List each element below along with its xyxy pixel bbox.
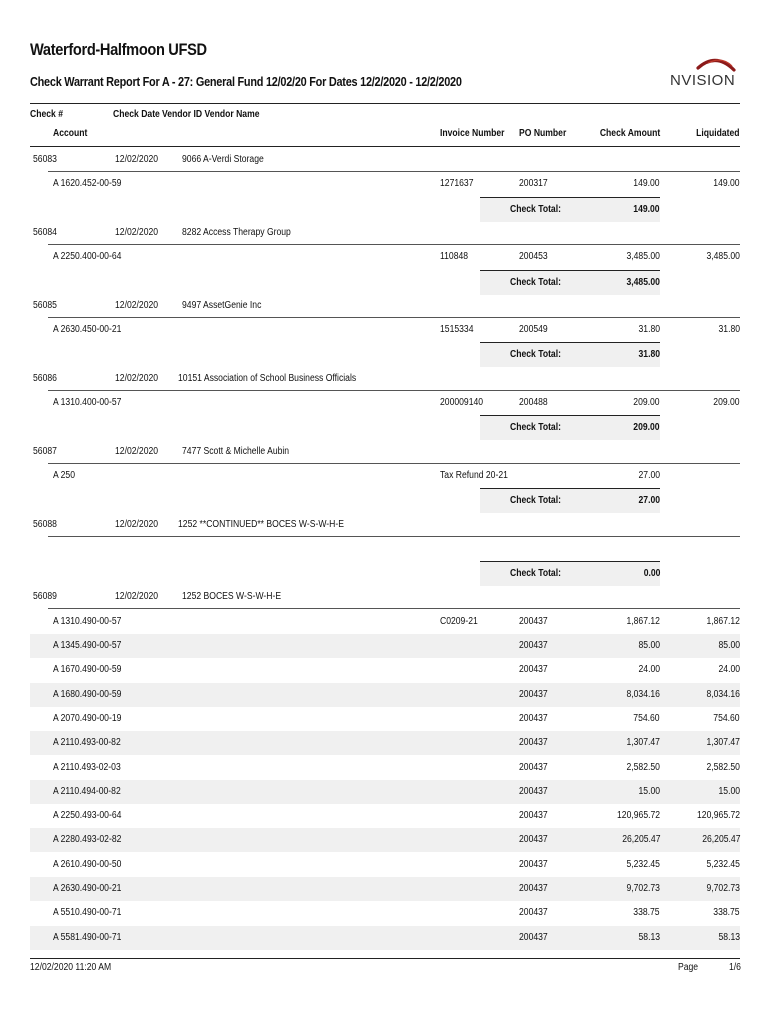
- invoice-number: Tax Refund 20-21: [440, 469, 508, 481]
- check-date: 12/02/2020: [115, 591, 159, 603]
- check-total-row: [480, 197, 660, 222]
- check-number: 56083: [33, 154, 57, 165]
- line-item-row: [30, 634, 740, 658]
- liquidated-amount: 1,867.12: [706, 615, 740, 627]
- liquidated-amount: 58.13: [718, 931, 740, 943]
- invoice-number: 1515334: [440, 324, 474, 336]
- liquidated-amount: 120,965.72: [696, 810, 740, 822]
- report-title: Waterford-Halfmoon UFSD: [30, 40, 207, 59]
- check-header-row: [30, 585, 740, 609]
- liquidated-amount: 8,034.16: [706, 688, 740, 700]
- line-item-row: [30, 658, 740, 682]
- check-amount: 26,205.47: [621, 834, 660, 846]
- nvision-logo: [668, 54, 740, 90]
- line-item-row: [30, 683, 740, 707]
- account-code: A 2280.493-02-82: [53, 834, 122, 846]
- check-total-label: Check Total:: [510, 203, 561, 215]
- po-number: 200488: [519, 397, 548, 408]
- po-number: 200437: [519, 688, 548, 700]
- check-date: 12/02/2020: [115, 154, 159, 165]
- check-number: 56089: [33, 591, 57, 603]
- liquidated-amount: 9,702.73: [706, 883, 740, 894]
- line-item-row: [30, 172, 740, 196]
- line-item-row: [30, 610, 740, 634]
- check-number: 56088: [33, 518, 57, 530]
- col-header-check-date: Check Date: [113, 109, 160, 120]
- vendor-name: 8282 Access Therapy Group: [182, 226, 291, 238]
- account-code: A 1310.490-00-57: [53, 615, 122, 627]
- line-item-row: [30, 731, 740, 755]
- liquidated-amount: 2,582.50: [706, 761, 740, 773]
- account-code: A 1620.452-00-59: [53, 178, 122, 190]
- check-amount: 8,034.16: [626, 688, 660, 700]
- footer-timestamp: 12/02/2020 11:20 AM: [30, 962, 112, 973]
- po-number: 200437: [519, 883, 548, 894]
- check-total-label: Check Total:: [510, 422, 561, 434]
- account-code: A 1345.490-00-57: [53, 640, 122, 651]
- po-number: 200437: [519, 737, 548, 749]
- col-header-po: PO Number: [519, 128, 567, 139]
- check-amount: 27.00: [638, 469, 660, 481]
- check-amount: 338.75: [633, 907, 660, 919]
- header-divider: [30, 103, 740, 104]
- footer-divider: [30, 958, 740, 959]
- check-date: 12/02/2020: [115, 372, 159, 384]
- check-date: 12/02/2020: [115, 299, 159, 311]
- po-number: 200437: [519, 712, 548, 724]
- account-code: A 2070.490-00-19: [53, 712, 122, 724]
- check-total-row: [480, 342, 660, 367]
- line-item-row: [30, 318, 740, 342]
- check-total-amount: 149.00: [633, 203, 660, 215]
- account-code: A 2110.494-00-82: [53, 785, 121, 797]
- check-total-amount: 0.00: [643, 568, 660, 580]
- check-total-label: Check Total:: [510, 349, 561, 361]
- account-code: A 2610.490-00-50: [53, 858, 122, 870]
- col-header-account: Account: [53, 128, 88, 139]
- check-amount: 58.13: [638, 931, 660, 943]
- account-code: A 1670.490-00-59: [53, 664, 122, 676]
- invoice-number: 200009140: [440, 397, 484, 408]
- account-code: A 1680.490-00-59: [53, 688, 122, 700]
- check-number: 56084: [33, 226, 57, 238]
- po-number: 200437: [519, 785, 548, 797]
- check-amount: 5,232.45: [626, 858, 660, 870]
- check-total-label: Check Total:: [510, 276, 561, 288]
- col-header-check: Check #: [30, 109, 63, 120]
- col-header-liquidated: Liquidated: [696, 128, 740, 139]
- invoice-number: C0209-21: [440, 615, 478, 627]
- line-item-row: [30, 877, 740, 901]
- line-item-row: [30, 853, 740, 877]
- line-item-row: [30, 464, 740, 488]
- line-item-row: [30, 707, 740, 731]
- account-code: A 1310.400-00-57: [53, 397, 122, 408]
- check-amount: 15.00: [638, 785, 660, 797]
- check-amount: 120,965.72: [616, 810, 660, 822]
- account-code: A 2110.493-00-82: [53, 737, 121, 749]
- check-amount: 1,867.12: [626, 615, 660, 627]
- account-code: A 2250.493-00-64: [53, 810, 122, 822]
- check-total-amount: 27.00: [638, 495, 660, 507]
- check-number: 56085: [33, 299, 57, 311]
- liquidated-amount: 3,485.00: [706, 251, 740, 263]
- check-date: 12/02/2020: [115, 445, 159, 457]
- account-code: A 2110.493-02-03: [53, 761, 121, 773]
- col-header-invoice: Invoice Number: [440, 128, 505, 139]
- col-header-vendor: Vendor ID Vendor Name: [162, 109, 260, 120]
- check-amount: 85.00: [638, 640, 660, 651]
- account-code: A 2250.400-00-64: [53, 251, 122, 263]
- liquidated-amount: 24.00: [718, 664, 740, 676]
- po-number: 200437: [519, 761, 548, 773]
- line-item-row: [30, 901, 740, 925]
- report-subtitle: Check Warrant Report For A - 27: General Fund 12/02/20 For Dates 12/2/2020 - 12/2/2020: [30, 74, 462, 89]
- check-header-row: [30, 367, 740, 391]
- account-code: A 5510.490-00-71: [53, 907, 122, 919]
- check-header-row: [30, 221, 740, 245]
- check-total-row: [480, 488, 660, 513]
- account-code: A 5581.490-00-71: [53, 931, 122, 943]
- liquidated-amount: 26,205.47: [701, 834, 740, 846]
- vendor-name: 7477 Scott & Michelle Aubin: [182, 445, 290, 457]
- check-header-underline: [48, 536, 740, 537]
- check-amount: 754.60: [633, 712, 660, 724]
- col-header-amount: Check Amount: [599, 128, 660, 139]
- po-number: 200437: [519, 810, 548, 822]
- check-amount: 149.00: [633, 178, 660, 190]
- check-total-label: Check Total:: [510, 495, 561, 507]
- line-item-row: [30, 926, 740, 950]
- column-header-divider: [30, 146, 740, 147]
- check-date: 12/02/2020: [115, 226, 159, 238]
- po-number: 200437: [519, 907, 548, 919]
- liquidated-amount: 338.75: [713, 907, 740, 919]
- check-total-row: [480, 270, 660, 295]
- check-number: 56087: [33, 445, 57, 457]
- liquidated-amount: 754.60: [713, 712, 740, 724]
- vendor-name: 9497 AssetGenie Inc: [182, 299, 262, 311]
- line-item-row: [30, 828, 740, 852]
- po-number: 200437: [519, 664, 548, 676]
- po-number: 200437: [519, 615, 548, 627]
- liquidated-amount: 149.00: [713, 178, 740, 190]
- liquidated-amount: 31.80: [718, 324, 740, 336]
- vendor-name: 9066 A-Verdi Storage: [182, 154, 264, 165]
- invoice-number: 110848: [440, 251, 469, 263]
- check-date: 12/02/2020: [115, 518, 159, 530]
- vendor-name: 1252 **CONTINUED** BOCES W-S-W-H-E: [178, 518, 344, 530]
- check-header-row: [30, 440, 740, 464]
- liquidated-amount: 5,232.45: [706, 858, 740, 870]
- account-code: A 2630.490-00-21: [53, 883, 122, 894]
- account-code: A 250: [53, 469, 76, 481]
- check-amount: 24.00: [638, 664, 660, 676]
- check-amount: 2,582.50: [626, 761, 660, 773]
- liquidated-amount: 15.00: [718, 785, 740, 797]
- check-total-row: [480, 561, 660, 586]
- vendor-name: 1252 BOCES W-S-W-H-E: [182, 591, 282, 603]
- account-code: A 2630.450-00-21: [53, 324, 122, 336]
- check-amount: 1,307.47: [626, 737, 660, 749]
- po-number: 200453: [519, 251, 548, 263]
- po-number: 200437: [519, 858, 548, 870]
- line-item-row: [30, 780, 740, 804]
- po-number: 200437: [519, 931, 548, 943]
- check-amount: 31.80: [638, 324, 660, 336]
- line-item-row: [30, 245, 740, 269]
- po-number: 200437: [519, 640, 548, 651]
- check-total-label: Check Total:: [510, 568, 561, 580]
- po-number: 200549: [519, 324, 548, 336]
- check-amount: 209.00: [633, 397, 660, 408]
- check-amount: 3,485.00: [626, 251, 660, 263]
- footer-page-number: 1/6: [729, 962, 741, 973]
- po-number: 200437: [519, 834, 548, 846]
- logo-text: NVISION: [670, 72, 736, 89]
- check-total-amount: 3,485.00: [626, 276, 660, 288]
- po-number: 200317: [519, 178, 548, 190]
- check-total-amount: 209.00: [633, 422, 660, 434]
- check-header-row: [30, 148, 740, 172]
- check-total-amount: 31.80: [638, 349, 660, 361]
- liquidated-amount: 85.00: [718, 640, 740, 651]
- check-amount: 9,702.73: [626, 883, 660, 894]
- check-header-row: [30, 513, 740, 537]
- check-header-row: [30, 294, 740, 318]
- line-item-row: [30, 391, 740, 415]
- line-item-row: [30, 804, 740, 828]
- line-item-row: [30, 756, 740, 780]
- check-number: 56086: [33, 372, 57, 384]
- footer-page-label: Page: [678, 962, 699, 973]
- check-total-row: [480, 415, 660, 440]
- liquidated-amount: 209.00: [713, 397, 740, 408]
- liquidated-amount: 1,307.47: [706, 737, 740, 749]
- vendor-name: 10151 Association of School Business Officials: [178, 372, 357, 384]
- invoice-number: 1271637: [440, 178, 474, 190]
